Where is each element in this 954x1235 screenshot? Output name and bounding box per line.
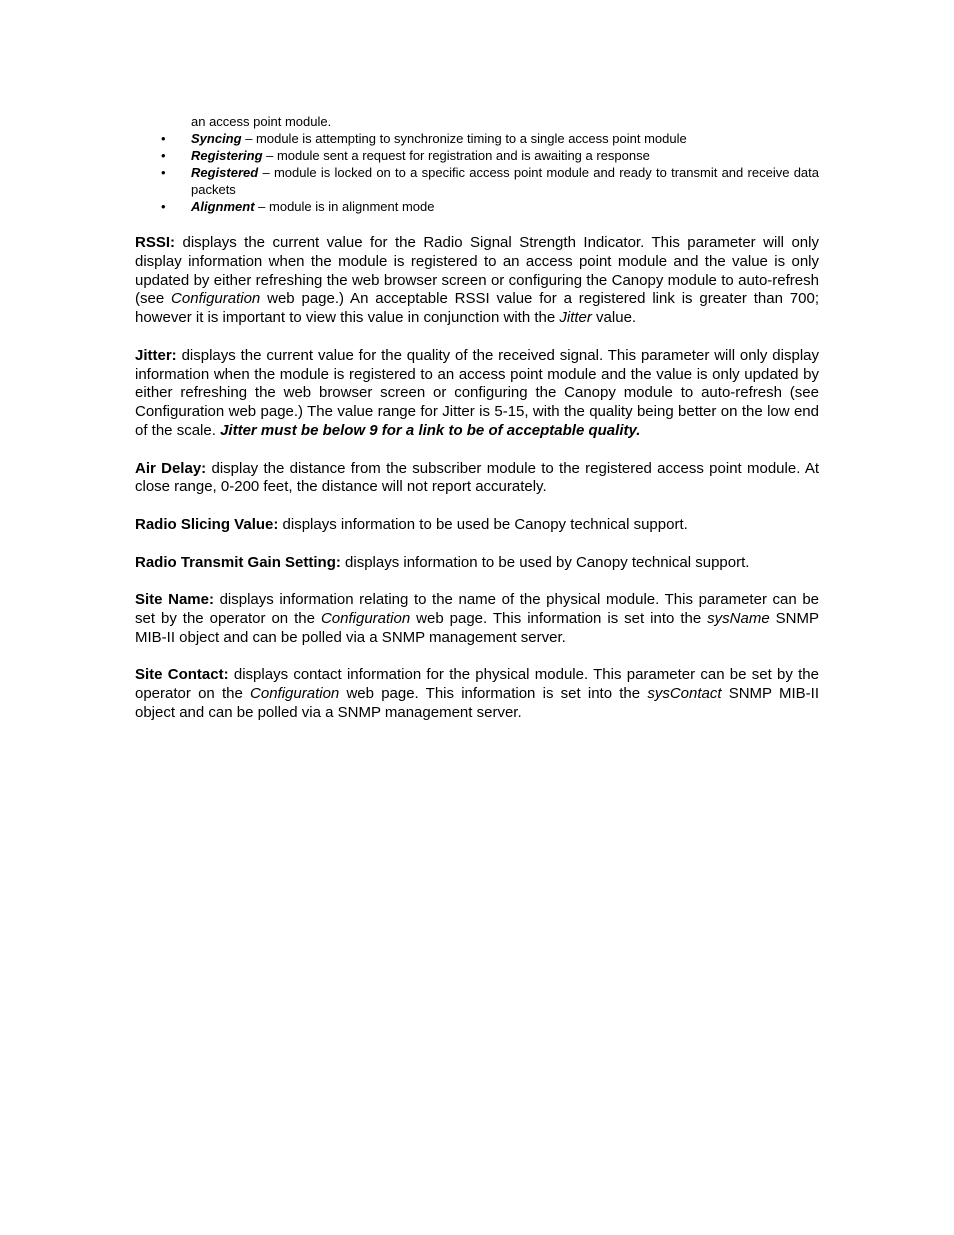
list-item xyxy=(135,147,819,164)
state-desc-syncing: – module is attempting to synchronize timing to a single access point module xyxy=(241,131,687,146)
jitter-paragraph xyxy=(135,347,819,441)
list-item xyxy=(135,130,819,147)
site-contact-syscontact-ref: sysContact xyxy=(647,685,722,703)
bullet-icon: • xyxy=(161,148,166,163)
rssi-text-3: value. xyxy=(591,309,637,327)
site-contact-label: Site Contact: xyxy=(135,666,229,684)
state-term-registering: Registering xyxy=(191,148,263,163)
bullet-icon: • xyxy=(161,165,166,180)
radio-gain-label: Radio Transmit Gain Setting: xyxy=(135,553,341,571)
list-item xyxy=(135,164,819,198)
radio-slicing-text: displays information to be used be Canopy technical support. xyxy=(278,515,688,533)
list-item xyxy=(135,198,819,215)
air-delay-label: Air Delay: xyxy=(135,459,207,477)
rssi-jitter-ref: Jitter xyxy=(559,309,592,327)
jitter-label: Jitter: xyxy=(135,346,177,364)
state-desc-registered: – module is locked on to a specific access point module and ready to transmit and receive data packets xyxy=(191,165,819,197)
radio-gain-text: displays information to be used by Canopy technical support. xyxy=(340,553,750,571)
site-name-paragraph xyxy=(135,591,819,647)
site-contact-text-1: displays contact information for the physical module. This parameter can be set by the operator on the xyxy=(135,666,819,703)
site-contact-configuration-ref: Configuration xyxy=(250,685,340,703)
rssi-text-2: web page.) An acceptable RSSI value for a registered link is greater than 700; however it is important to view this value in conjunction with the xyxy=(135,290,820,327)
site-name-text-1: displays information relating to the name of the physical module. This parameter can be set by the operator on the xyxy=(135,591,819,627)
jitter-emphasis: Jitter must be below 9 for a link to be of acceptable quality. xyxy=(220,421,641,439)
radio-slicing-label: Radio Slicing Value: xyxy=(135,515,279,533)
page-content xyxy=(135,113,819,723)
jitter-text: displays the current value for the quality of the received signal. This parameter will only display information when the module is registered to an access point module and the value is only updated by either refreshing the web browser screen or configuring the Canopy module to auto-refresh (see Configuration web page.) The value range for Jitter is 5-15, with the quality being better on the low end of the scale. xyxy=(135,346,819,439)
site-name-label: Site Name: xyxy=(135,591,214,609)
state-desc-alignment: – module is in alignment mode xyxy=(254,199,435,214)
site-name-text-2: web page. This information is set into the xyxy=(410,609,708,627)
list-continuation-text: an access point module. xyxy=(191,114,332,129)
rssi-label: RSSI: xyxy=(135,234,176,251)
state-desc-registering: – module sent a request for registration and is awaiting a response xyxy=(262,148,650,163)
state-term-registered: Registered xyxy=(191,165,259,180)
radio-slicing-paragraph xyxy=(135,516,819,535)
state-term-syncing: Syncing xyxy=(191,131,242,146)
site-name-sysname-ref: sysName xyxy=(707,609,770,627)
site-name-configuration-ref: Configuration xyxy=(320,609,411,627)
rssi-paragraph xyxy=(135,234,819,328)
air-delay-paragraph xyxy=(135,460,819,498)
bullet-icon: • xyxy=(161,131,166,146)
site-contact-text-3: SNMP MIB-II object and can be polled via a SNMP management server. xyxy=(135,685,819,721)
rssi-configuration-ref: Configuration xyxy=(171,290,261,308)
site-name-text-3: SNMP MIB-II object and can be polled via a SNMP management server. xyxy=(135,609,819,646)
rssi-text-1: displays the current value for the Radio Signal Strength Indicator. This parameter will only display information when the module is registered to an access point module and the value is only updated by either refreshing the web browser screen or configuring the Canopy module to auto-refresh (see xyxy=(135,234,819,308)
registration-state-list xyxy=(135,130,819,215)
bullet-icon: • xyxy=(161,199,166,214)
air-delay-text: display the distance from the subscriber module to the registered access point module. At close range, 0-200 feet, the distance will not report accurately. xyxy=(135,459,820,496)
site-contact-text-2: web page. This information is set into the xyxy=(339,685,648,703)
site-contact-paragraph xyxy=(135,666,819,722)
state-term-alignment: Alignment xyxy=(191,199,255,214)
radio-gain-paragraph xyxy=(135,554,819,573)
